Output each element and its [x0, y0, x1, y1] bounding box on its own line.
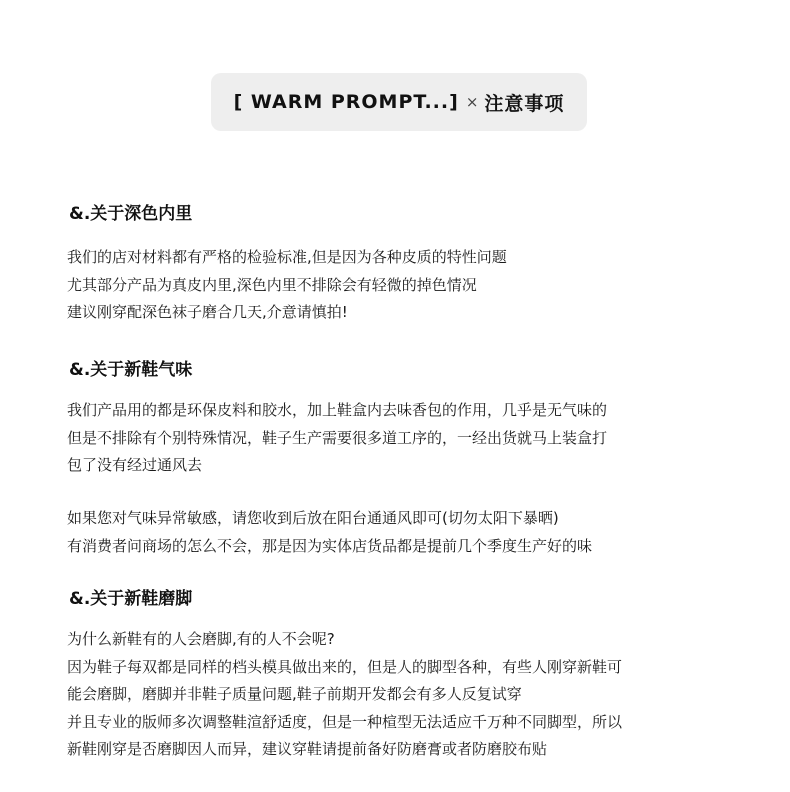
text-line: 尤其部分产品为真皮内里,深色内里不排除会有轻微的掉色情况 [67, 275, 477, 294]
section-body-dark-lining [67, 244, 507, 327]
text-line: 并且专业的版师多次调整鞋渲舒适度，但是一种楦型无法适应千万种不同脚型，所以 [67, 712, 623, 731]
text-line: 包了没有经过通风去 [67, 456, 203, 474]
text-line: 我们的店对材料都有严格的检验标准,但是因为各种皮质的特性问题 [67, 248, 507, 266]
section-body-new-shoe-odor-extra [67, 505, 592, 560]
text-line: 但是不排除有个别特殊情况，鞋子生产需要很多道工序的，一经出货就马上装盒打 [67, 428, 608, 447]
text-line: 为什么新鞋有的人会磨脚,有的人不会呢? [67, 630, 335, 648]
section-body-new-shoe-odor [67, 397, 607, 480]
header-title: [ WARM PROMPT...] [233, 91, 459, 113]
header-subtitle: 注意事项 [484, 92, 565, 115]
header-separator: × [465, 93, 479, 111]
text-line: 我们产品用的都是环保皮料和胶水，加上鞋盒内去味香包的作用，几乎是无气味的 [67, 401, 608, 419]
section-title-shoe-rubbing: &.关于新鞋磨脚 [69, 589, 193, 609]
text-line: 有消费者问商场的怎么不会，那是因为实体店货品都是提前几个季度生产好的味 [67, 536, 593, 555]
section-title-new-shoe-odor: &.关于新鞋气味 [69, 360, 193, 380]
text-line: 建议刚穿配深色袜子磨合几天,介意请慎拍! [67, 303, 348, 321]
text-line: 新鞋刚穿是否磨脚因人而异，建议穿鞋请提前备好防磨膏或者防磨胶布贴 [67, 740, 548, 758]
section-body-shoe-rubbing [67, 626, 622, 764]
header-banner [211, 73, 587, 131]
text-line: 如果您对气味异常敏感，请您收到后放在阳台通通风即可(切勿太阳下暴晒) [67, 509, 559, 527]
text-line: 因为鞋子每双都是同样的档头模具做出来的，但是人的脚型各种，有些人刚穿新鞋可 [67, 657, 623, 676]
text-line: 能会磨脚，磨脚并非鞋子质量问题,鞋子前期开发都会有多人反复试穿 [67, 685, 522, 703]
section-title-dark-lining: &.关于深色内里 [69, 204, 193, 224]
